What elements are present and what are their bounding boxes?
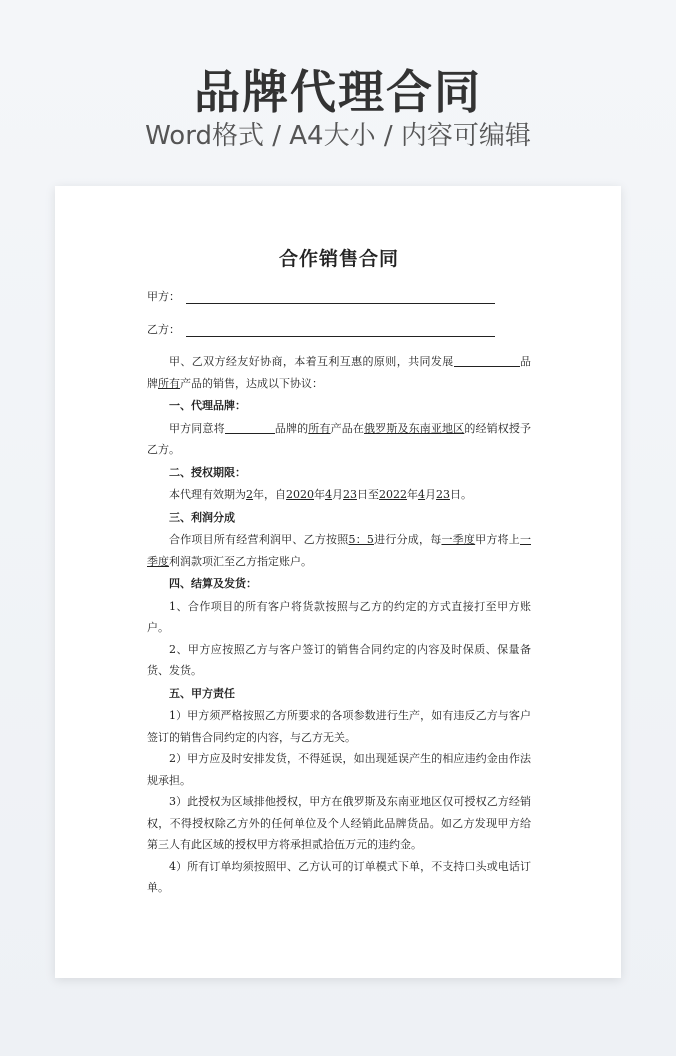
section-5-heading: 五、甲方责任 xyxy=(169,686,235,700)
section-3-heading: 三、利润分成 xyxy=(169,510,235,524)
party-a-label: 甲方： xyxy=(147,290,180,303)
s3-text: 进行分成，每 xyxy=(373,533,442,546)
party-b-label: 乙方： xyxy=(147,323,180,336)
section-2-heading: 二、授权期限： xyxy=(169,465,246,479)
section-5-item: 2）甲方应及时安排发货，不得延误，如出现延误产生的相应违约金由作法规承担。 xyxy=(147,752,531,787)
intro-text: 产品的销售，达成以下协议： xyxy=(180,376,323,390)
s2-end-day: 23 xyxy=(436,488,450,501)
section-5-item: 3）此授权为区域排他授权，甲方在俄罗斯及东南亚地区仅可授权乙方经销权，不得授权除乙方外的任何单位及个人经销此品牌货品。如乙方发现甲方给第三人有此区域的授权甲方将承担贰拾伍万元的违约金。 xyxy=(147,795,531,851)
s3-text: 甲方将上 xyxy=(475,533,520,546)
s2-text: 本代理有效期为 xyxy=(169,488,246,501)
document-page xyxy=(55,186,621,978)
page-title: 品牌代理合同 xyxy=(194,65,482,119)
document-body xyxy=(147,244,531,899)
section-2-text xyxy=(147,484,531,506)
s1-scope: 所有 xyxy=(308,421,331,435)
section-1-heading: 一、代理品牌： xyxy=(169,399,246,412)
party-a-field[interactable] xyxy=(186,303,495,304)
section-4-item: 1、合作项目的所有客户将货款按照与乙方的约定的方式直接打至甲方账户。 xyxy=(147,599,531,634)
intro-text: 品牌 xyxy=(147,355,532,390)
s1-text: 的经销权授予乙方。 xyxy=(147,421,532,456)
s3-text: 利润款项汇至乙方指定账户。 xyxy=(169,554,312,568)
s3-ratio: 5：5 xyxy=(348,533,374,546)
section-4-heading: 四、结算及发货： xyxy=(169,577,257,590)
brand-blank[interactable] xyxy=(225,421,275,434)
s2-end-month: 4 xyxy=(418,488,425,501)
party-b-field[interactable] xyxy=(186,336,495,337)
s1-text: 甲方同意将 xyxy=(169,421,225,435)
s1-text: 产品在 xyxy=(330,421,365,435)
section-1-text xyxy=(147,418,531,461)
s2-text: 日。 xyxy=(450,488,472,501)
s2-text: 月 xyxy=(332,488,343,501)
party-b-row xyxy=(147,320,531,349)
intro-scope: 所有 xyxy=(158,376,180,390)
party-a-row xyxy=(147,287,531,316)
page-subtitle: Word格式 / A4大小 / 内容可编辑 xyxy=(145,121,531,151)
s2-years: 2 xyxy=(246,488,253,501)
section-5-item: 4）所有订单均须按照甲、乙方认可的订单模式下单，不支持口头或电话订单。 xyxy=(147,859,531,894)
s1-region: 俄罗斯及东南亚地区 xyxy=(364,421,465,435)
section-5-item: 1）甲方须严格按照乙方所要求的各项参数进行生产，如有违反乙方与客户签订的销售合同约定的内容，与乙方无关。 xyxy=(147,709,531,744)
intro-paragraph xyxy=(147,351,531,394)
s2-text: 月 xyxy=(425,488,436,501)
s2-text: 年，自 xyxy=(253,488,286,501)
document-title: 合作销售合同 xyxy=(278,248,399,270)
s2-end-year: 2022 xyxy=(379,488,407,501)
s2-start-year: 2020 xyxy=(286,488,314,501)
s2-text: 年 xyxy=(407,488,418,501)
s2-start-day: 23 xyxy=(343,488,357,501)
s3-period: 一季度 xyxy=(441,533,476,546)
s2-start-month: 4 xyxy=(325,488,332,501)
s3-period: 一季度 xyxy=(147,533,531,568)
section-4-item: 2、甲方应按照乙方与客户签订的销售合同约定的内容及时保质、保量备货、发货。 xyxy=(147,642,531,677)
s1-text: 品牌的 xyxy=(274,421,309,435)
s2-text: 年 xyxy=(314,488,325,501)
brand-blank[interactable] xyxy=(454,354,520,367)
s3-text: 合作项目所有经营利润甲、乙方按照 xyxy=(169,533,349,546)
s2-text: 日至 xyxy=(357,488,379,501)
intro-text: 甲、乙双方经友好协商，本着互利互惠的原则，共同发展 xyxy=(169,355,454,368)
section-3-text xyxy=(147,529,531,572)
